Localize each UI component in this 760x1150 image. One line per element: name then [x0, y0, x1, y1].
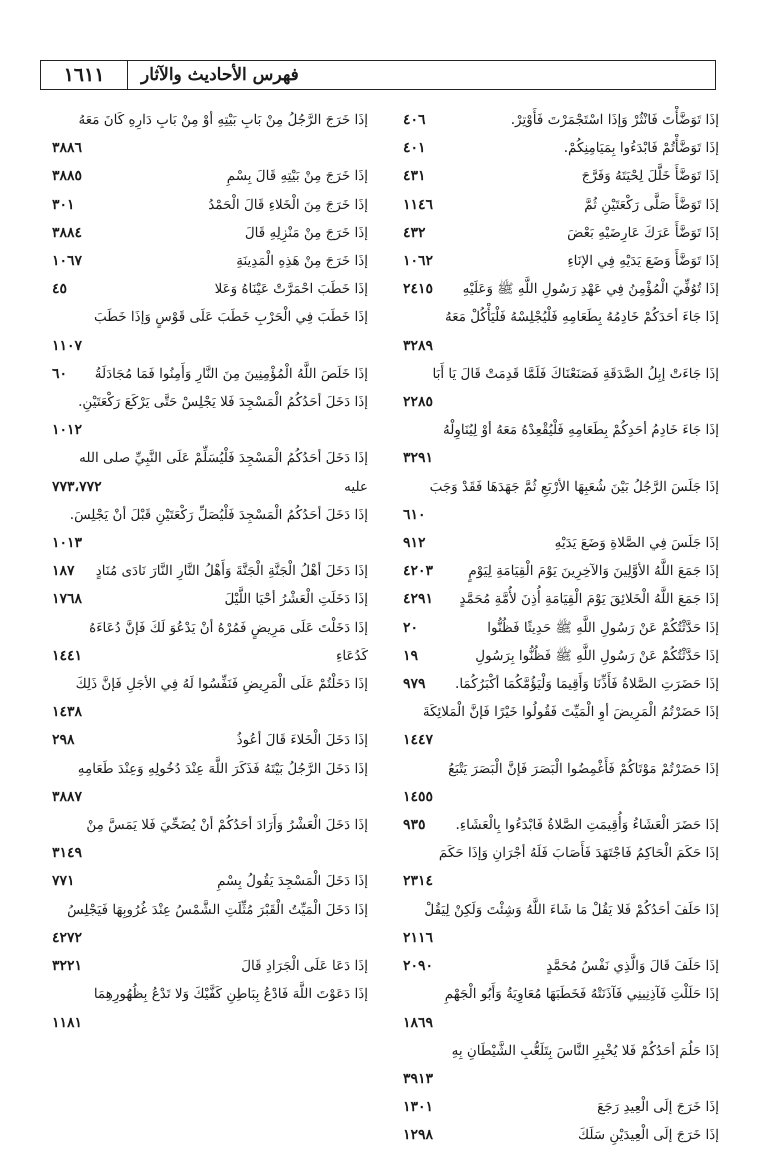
hadith-text: إذَا تَوَضَّأَ خَلَّلَ لِحْيَتَهُ وَفَرَّجَ: [581, 168, 719, 185]
hadith-text: إذَا جَمَعَ اللَّهُ الأوَّلِينَ وَالآخِرِينَ يَوْمَ الْقِيَامَةِ لِيَوْمٍ: [468, 563, 719, 580]
index-entry: [44, 106, 368, 162]
hadith-number: ١٨٧: [52, 563, 75, 580]
hadith-text: إذَا حَلُمَ أحَدُكُمْ فَلا يُخْبِرِ النَّاسَ بِتَلَعُّبِ الشَّيْطَانِ بِهِ: [451, 1042, 719, 1059]
index-entry: [395, 360, 719, 416]
hadith-text: إذَا تَوَضَّأَ عَرَكَ عَارِضَيْهِ بَعْضَ: [567, 224, 719, 241]
hadith-number: ٩١٢: [403, 535, 426, 552]
hadith-number: ٤٠١: [403, 140, 426, 157]
hadith-number: ٩٧٩: [403, 676, 426, 693]
hadith-number: ٤٣٢: [403, 224, 426, 241]
index-entry: [44, 614, 368, 642]
index-entry: [395, 247, 719, 275]
hadith-number: ١١٨١: [52, 1014, 83, 1031]
hadith-text: إذَا دَخَلَ الْعَشْرُ وَأَرَادَ أحَدُكُمْ أنْ يُضَحِّيَ فَلا يَمَسَّ مِنْ: [86, 817, 368, 834]
hadith-text: إذَا دَخَلَتِ الْعَشْرُ أحْيَا اللَّيْلَ: [224, 591, 368, 608]
hadith-text: إذَا خَرَجَ مِنْ بَيْتِهِ قَالَ بِسْمِ: [226, 168, 368, 185]
hadith-text: إذَا دَعَا عَلَى الْجَرَادِ قَالَ: [241, 958, 368, 975]
hadith-number: ١٢٩٨: [403, 1127, 434, 1144]
hadith-number: ٢٠٩٠: [403, 958, 434, 975]
hadith-text: إذَا دَخَلَ الْخَلاءَ قَالَ أعُوذُ: [236, 732, 368, 749]
hadith-text: إذَا جَاءَ أحَدَكُمْ خَادِمُهُ بِطَعَامِهِ فَلْيُجْلِسْهُ فَلْيَأْكُلْ مَعَهُ: [444, 309, 719, 326]
index-entry: [395, 952, 719, 980]
hadith-number: ٣٩١٣: [403, 1070, 434, 1087]
index-entry: [44, 444, 368, 472]
hadith-text: إذَا دَخَلَ أحَدُكُمُ الْمَسْجِدَ فَلْيُصَلِّ رَكْعَتَيْنِ قَبْلَ أنْ يَجْلِسَ.: [69, 506, 368, 523]
hadith-text: إذَا حَلَفَ قَالَ وَالَّذِي نَفْسُ مُحَمَّدٍ: [546, 958, 719, 975]
hadith-text: إذَا دَعَوْتَ اللَّهَ فَادْعُ بِبَاطِنِ كَفَّيْكَ وَلا تَدْعُ بِظُهُورِهِمَا: [93, 986, 368, 1003]
index-entry: [395, 134, 719, 162]
hadith-text: إذَا خَرَجَ إلَى الْعِيدِ رَجَعَ: [597, 1099, 719, 1116]
hadith-number: ٢٠: [403, 619, 419, 636]
index-entry: [44, 557, 368, 585]
index-entry: [395, 529, 719, 557]
index-entry: [395, 670, 719, 698]
index-entry: [395, 191, 719, 219]
hadith-number: ١٠٦٧: [52, 253, 83, 270]
hadith-text: إذَا دَخَلَ أحَدُكُمُ الْمَسْجِدَ فَلْيُسَلِّمْ عَلَى النَّبِيِّ صلى الله: [79, 450, 368, 467]
page-title: فهرس الأحاديث والآثار: [141, 64, 299, 85]
index-entry: [395, 980, 719, 1036]
index-entry: [395, 839, 719, 895]
index-entry: [395, 473, 719, 529]
index-entry: [44, 585, 368, 613]
index-entry: [395, 275, 719, 303]
index-entry: [395, 219, 719, 247]
hadith-number: ١٠٦٢: [403, 253, 434, 270]
index-entry: [44, 952, 368, 980]
hadith-number: ٤٢٠٣: [403, 563, 434, 580]
index-entry: [395, 1037, 719, 1093]
hadith-text: إذَا دَخَلَ الرَّجُلُ بَيْتَهُ فَذَكَرَ اللَّهَ عِنْدَ دُخُولِهِ وَعِنْدَ طَعَامِهِ: [77, 760, 368, 777]
hadith-text: إذَا حَلَلْتِ فَآذِنِينِي فَآذَنَتْهُ فَخَطَبَهَا مُعَاوِيَةُ وَأَبُو الْجَهْمِ: [444, 986, 719, 1003]
hadith-text: إذَا تَوَضَّأْتُمْ فَابْدَءُوا بِمَيَامِنِكُمْ.: [563, 140, 719, 157]
index-entry: [395, 416, 719, 472]
hadith-text: إذَا تَوَضَّأَ وَضَعَ يَدَيْهِ فِي الإنَاءِ: [567, 253, 719, 270]
index-entry: [395, 811, 719, 839]
hadith-text: إذَا تَوَضَّأَ صَلَّى رَكْعَتَيْنِ ثُمَّ: [584, 196, 719, 213]
index-entry: [44, 473, 368, 501]
index-entry: [395, 1121, 719, 1149]
index-entry: [44, 867, 368, 895]
index-entry: [44, 275, 368, 303]
hadith-text: إذَا خَطَبَ احْمَرَّتْ عَيْنَاهُ وَعَلا: [214, 281, 368, 298]
hadith-number: ٣٢٨٩: [403, 337, 434, 354]
index-entry: [395, 614, 719, 642]
hadith-text: إذَا خَرَجَ مِنَ الْخَلاءِ قَالَ الْحَمْدُ: [208, 196, 368, 213]
hadith-text: إذَا حَضَرَتِ الصَّلاةُ فَأَذِّنَا وَأَقِيمَا وَلْيَؤُمَّكُمَا أكْبَرُكُمَا.: [455, 676, 719, 693]
hadith-number: ١٧٦٨: [52, 591, 83, 608]
hadith-number: ٢١١٦: [403, 929, 434, 946]
page-number: ١٦١١: [63, 63, 105, 86]
hadith-text: إذَا جَاءَ خَادِمُ أحَدِكُمْ بِطَعَامِهِ فَلْيُقْعِدْهُ مَعَهُ أوْ لِيُنَاوِلْهُ: [443, 422, 719, 439]
hadith-text: إذَا جَلَسَ فِي الصَّلاةِ وَضَعَ يَدَيْهِ: [554, 535, 719, 552]
hadith-text: إذَا دَخَلَ الْمَسْجِدَ يَقُولُ بِسْمِ: [217, 873, 368, 890]
hadith-text: إذَا حَضَرْتُمْ مَوْتَاكُمْ فَأَغْمِضُوا الْبَصَرَ فَإنَّ الْبَصَرَ يَتْبَعُ: [448, 760, 719, 777]
hadith-text: إذَا خَرَجَ مِنْ مَنْزِلِهِ قَالَ: [244, 224, 368, 241]
index-entry: [395, 896, 719, 952]
hadith-number: ١٨٦٩: [403, 1014, 434, 1031]
index-entry: [44, 980, 368, 1036]
hadith-number: ١٣٠١: [403, 1099, 434, 1116]
index-column-right: [395, 106, 719, 1150]
hadith-number: ٤٠٦: [403, 112, 426, 128]
index-entry: [395, 1093, 719, 1121]
index-entry: [44, 726, 368, 754]
index-entry: [44, 642, 368, 670]
hadith-number: ٧٧٣،٧٧٢: [52, 478, 102, 495]
index-entry: [44, 219, 368, 247]
hadith-text: كَدُعَاءِ: [335, 647, 368, 664]
hadith-number: ٤٢٩١: [403, 591, 434, 608]
index-entry: [44, 162, 368, 190]
hadith-text: إذَا جَلَسَ الرَّجُلُ بَيْنَ شُعَبِهَا الأرْبَعِ ثُمَّ جَهَدَهَا فَقَدْ وَجَبَ: [429, 478, 719, 495]
hadith-number: ٦١٠: [403, 506, 426, 523]
hadith-number: ٣٨٨٧: [52, 788, 83, 805]
hadith-text: إذَا حَضَرْتُمُ الْمَرِيضَ أوِ الْمَيِّتَ فَقُولُوا خَيْرًا فَإنَّ الْمَلائِكَةَ: [422, 704, 719, 721]
index-entry: [44, 191, 368, 219]
hadith-text: عليه: [344, 478, 368, 495]
hadith-number: ١٠١٣: [52, 535, 83, 552]
hadith-text: إذَا دَخَلْتُمْ عَلَى الْمَرِيضِ فَنَفِّسُوا لَهُ فِي الأجَلِ فَإنَّ ذَلِكَ: [75, 676, 368, 693]
hadith-number: ١١٤٦: [403, 196, 434, 213]
index-entry: [44, 755, 368, 811]
index-entry: [395, 162, 719, 190]
hadith-number: ١١٠٧: [52, 337, 83, 354]
hadith-text: إذَا خَطَبَ فِي الْحَرْبِ خَطَبَ عَلَى قَوْسٍ وَإذَا خَطَبَ: [93, 309, 368, 326]
hadith-text: إذَا حَضَرَ الْعَشَاءُ وَأُقِيمَتِ الصَّلاةُ فَابْدَءُوا بِالْعَشَاءِ.: [455, 817, 719, 834]
hadith-text: إذَا تَوَضَّأْتَ فَانْثُرْ وَإذَا اسْتَجْمَرْتَ فَأَوْتِرْ.: [510, 112, 719, 128]
index-entry: [395, 303, 719, 359]
index-entry: [44, 896, 368, 952]
page-header: [40, 60, 716, 90]
hadith-text: إذَا دَخَلَ الْمَيِّتُ الْقَبْرَ مُثِّلَتِ الشَّمْسُ عِنْدَ غُرُوبِهَا فَيَجْلِسُ: [67, 901, 368, 918]
hadith-number: ١٤٥٥: [403, 788, 434, 805]
hadith-number: ٤٢٧٢: [52, 929, 83, 946]
hadith-number: ٣١٤٩: [52, 845, 83, 862]
hadith-number: ٢٢٨٥: [403, 394, 434, 411]
hadith-text: إذَا خَرَجَ الرَّجُلُ مِنْ بَابِ بَيْتِهِ أوْ مِنْ بَابِ دَارِهِ كَانَ مَعَهُ: [78, 112, 368, 128]
hadith-text: إذَا حَكَمَ الْحَاكِمُ فَاجْتَهَدَ فَأَصَابَ فَلَهُ أجْرَانِ وَإذَا حَكَمَ: [438, 845, 719, 862]
hadith-text: إذَا خَرَجَ إلَى الْعِيدَيْنِ سَلَكَ: [577, 1127, 719, 1144]
hadith-number: ٣٢٩١: [403, 450, 434, 467]
hadith-number: ٩٣٥: [403, 817, 426, 834]
hadith-number: ٣٠١: [52, 196, 75, 213]
hadith-number: ٣٨٨٦: [52, 140, 83, 157]
index-entry: [44, 303, 368, 359]
hadith-text: إذَا دَخَلَ أحَدُكُمُ الْمَسْجِدَ فَلا يَجْلِسْ حَتَّى يَرْكَعَ رَكْعَتَيْنِ.: [78, 394, 368, 411]
index-entry: [395, 585, 719, 613]
header-divider: [127, 61, 128, 89]
hadith-number: ١٤٤٧: [403, 732, 434, 749]
hadith-text: إذَا حَدَّثْتُكُمْ عَنْ رَسُولِ اللَّهِ ﷺ حَدِيثًا فَظُنُّوا: [487, 619, 719, 636]
index-entry: [395, 642, 719, 670]
hadith-text: إذَا خَلَصَ اللَّهُ الْمُؤْمِنِينَ مِنَ النَّارِ وَأَمِنُوا فَمَا مُجَادَلَةُ: [94, 365, 368, 382]
hadith-number: ٦٠: [52, 365, 68, 382]
hadith-text: إذَا دَخَلَ أهْلُ الْجَنَّةِ الْجَنَّةَ وَأَهْلُ النَّارِ النَّارَ نَادَى مُنَادٍ: [95, 563, 368, 580]
index-entry: [44, 360, 368, 388]
hadith-number: ١٠١٢: [52, 422, 83, 439]
hadith-text: إذَا تُوُفِّيَ الْمُؤْمِنُ فِي عَهْدِ رَسُولِ اللَّهِ ﷺ وَعَلَيْهِ: [462, 281, 719, 298]
hadith-number: ٢٤١٥: [403, 281, 434, 298]
hadith-text: إذَا حَدَّثْتُكُمْ عَنْ رَسُولِ اللَّهِ ﷺ فَظُنُّوا بِرَسُولِ: [475, 647, 719, 664]
index-entry: [395, 755, 719, 811]
hadith-number: ٣٨٨٥: [52, 168, 83, 185]
hadith-number: ٢٣١٤: [403, 873, 434, 890]
hadith-number: ٤٥: [52, 281, 68, 298]
hadith-text: إذَا جَمَعَ اللَّهُ الْخَلائِقَ يَوْمَ الْقِيَامَةِ أُذِنَ لأُمَّةِ مُحَمَّدٍ: [459, 591, 719, 608]
hadith-text: إذَا دَخَلْتَ عَلَى مَرِيضٍ فَمُرْهُ أنْ يَدْعُوَ لَكَ فَإنَّ دُعَاءَهُ: [89, 619, 368, 636]
index-entry: [44, 501, 368, 557]
hadith-text: إذَا حَلَفَ أحَدُكُمْ فَلا يَقُلْ مَا شَاءَ اللَّهُ وَشِئْتَ وَلَكِنْ لِيَقُلْ: [424, 901, 719, 918]
hadith-text: إذَا خَرَجَ مِنْ هَذِهِ الْمَدِينَةِ: [236, 253, 368, 270]
index-entry: [44, 247, 368, 275]
index-entry: [395, 698, 719, 754]
index-column-left: [44, 106, 368, 1037]
hadith-number: ٣٨٨٤: [52, 224, 83, 241]
hadith-number: ١٤٣٨: [52, 704, 83, 721]
hadith-number: ٣٢٢١: [52, 958, 83, 975]
hadith-text: إذَا جَاءَتْ إبِلُ الصَّدَقَةِ فَصَنَعْنَاكَ فَلَمَّا قَدِمَتْ قَالَ يَا أَبَا: [432, 365, 719, 382]
index-entry: [44, 388, 368, 444]
index-entry: [395, 106, 719, 134]
index-entry: [44, 811, 368, 867]
hadith-number: ٤٣١: [403, 168, 426, 185]
hadith-number: ٢٩٨: [52, 732, 75, 749]
index-entry: [44, 670, 368, 726]
hadith-number: ١٩: [403, 647, 419, 664]
hadith-number: ٧٧١: [52, 873, 75, 890]
hadith-number: ١٤٤١: [52, 647, 83, 664]
index-entry: [395, 557, 719, 585]
